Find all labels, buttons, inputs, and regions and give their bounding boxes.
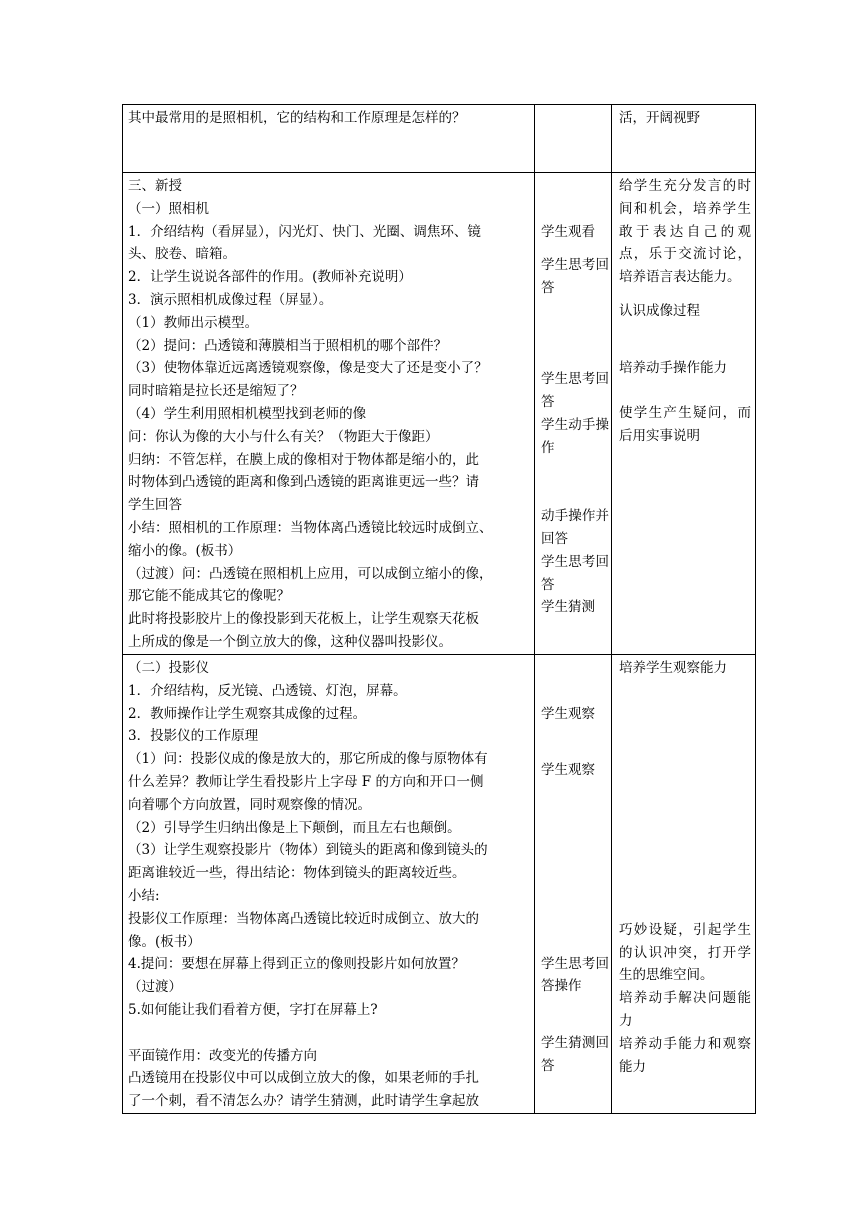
intent-text: 使学生产生疑问，而后用实事说明 bbox=[619, 405, 751, 444]
intent-text: 活，开阔视野 bbox=[619, 110, 700, 126]
paragraph-line: 同时暗箱是拉长还是缩短了？ bbox=[128, 383, 304, 400]
paragraph-line: （2）引导学生归纳出像是上下颠倒，而且左右也颠倒。 bbox=[128, 819, 461, 836]
paragraph-line: 缩小的像。(板书） bbox=[128, 542, 242, 559]
paragraph-line: （1）问：投影仪成的像是放大的，那它所成的像与原物体有 bbox=[128, 751, 488, 768]
paragraph-line: 此时将投影胶片上的像投影到天花板上，让学生观察天花板 bbox=[128, 611, 479, 628]
intent-text: 培养动手能力和观察能力 bbox=[619, 1035, 751, 1075]
intent-text: 培养动手解决问题能力 bbox=[619, 990, 751, 1029]
paragraph-line: （2）提问：凸透镜和薄膜相当于照相机的哪个部件？ bbox=[128, 337, 448, 354]
design-intent-cell bbox=[612, 655, 756, 1114]
subsection-heading: （二）投影仪 bbox=[128, 660, 209, 676]
intent-text: 巧妙设疑，引起学生的认识冲突，打开学生的思维空间。 bbox=[619, 921, 751, 984]
table-row bbox=[123, 173, 756, 655]
content-cell bbox=[123, 655, 535, 1114]
design-intent-cell bbox=[612, 105, 756, 173]
lesson-plan-table bbox=[122, 104, 756, 1114]
paragraph-line: 1．介绍结构，反光镜、凸透镜、灯泡，屏幕。 bbox=[128, 682, 407, 699]
subsection-heading: （一）照相机 bbox=[128, 200, 209, 217]
student-activity-cell bbox=[535, 105, 612, 173]
paragraph-line: （1）教师出示模型。 bbox=[128, 314, 259, 331]
content-cell bbox=[123, 105, 535, 173]
paragraph-line: （3）使物体靠近远离透镜观察像，像是变大了还是变小了？ bbox=[128, 360, 488, 377]
section-heading: 三、新授 bbox=[128, 178, 182, 194]
content-cell bbox=[123, 173, 535, 655]
intent-text: 给学生充分发言的时间和机会，培养学生敢于表达自己的观点，乐于交流讨论，培养语言表达能力。 bbox=[619, 178, 751, 286]
paragraph-line: 2．教师操作让学生观察其成像的过程。 bbox=[128, 705, 367, 722]
intent-text: 培养动手操作能力 bbox=[619, 359, 727, 376]
activity-note: 学生猜测 bbox=[541, 599, 595, 616]
paragraph-line: 时物体到凸透镜的距离和像到凸透镜的距离谁更远一些？请 bbox=[128, 474, 479, 491]
intent-text: 认识成像过程 bbox=[619, 302, 700, 319]
paragraph-line: 5.如何能让我们看着方便，字打在屏幕上? bbox=[128, 1001, 378, 1018]
paragraph-line: 问：你认为像的大小与什么有关？（物距大于像距） bbox=[128, 428, 439, 445]
paragraph-line: 2．让学生说说各部件的作用。(教师补充说明） bbox=[128, 269, 412, 286]
design-intent-cell bbox=[612, 173, 756, 655]
student-activity-cell bbox=[535, 655, 612, 1114]
paragraph-line: 学生回答 bbox=[128, 497, 182, 514]
paragraph-line: 像。(板书） bbox=[128, 933, 201, 950]
paragraph-line: 归纳：不管怎样，在膜上成的像相对于物体都是缩小的，此 bbox=[128, 451, 479, 468]
paragraph-line: 小结：照相机的工作原理：当物体离凸透镜比较远时成倒立、 bbox=[128, 519, 493, 536]
paragraph-line: 距离谁较近一些，得出结论：物体到镜头的距离较近些。 bbox=[128, 865, 466, 882]
student-activity-cell bbox=[535, 173, 612, 655]
table-row bbox=[123, 105, 756, 173]
paragraph-line: 上所成的像是一个倒立放大的像，这种仪器叫投影仪。 bbox=[128, 633, 452, 650]
paragraph-line: 向着哪个方向放置，同时观察像的情况。 bbox=[128, 796, 371, 813]
table-row bbox=[123, 655, 756, 1114]
paragraph-line: （过渡）问：凸透镜在照相机上应用，可以成倒立缩小的像， bbox=[128, 565, 493, 582]
activity-note: 动手操作并回答 bbox=[541, 508, 609, 547]
paragraph-line: 了一个刺，看不清怎么办？请学生猜测，此时请学生拿起放 bbox=[128, 1093, 479, 1110]
paragraph-line: 凸透镜用在投影仪中可以成倒立放大的像，如果老师的手扎 bbox=[128, 1070, 479, 1087]
activity-note: 学生观察 bbox=[541, 762, 595, 779]
paragraph-line: （过渡） bbox=[128, 979, 182, 996]
activity-note: 学生动手操作 bbox=[541, 416, 609, 456]
activity-note: 学生猜测回答 bbox=[541, 1034, 609, 1074]
paragraph-line: 3．演示照相机成像过程（屏显）。 bbox=[128, 291, 333, 308]
paragraph-line: 4.提问：要想在屏幕上得到正立的像则投影片如何放置？ bbox=[128, 956, 465, 973]
paragraph-line: 平面镜作用：改变光的传播方向 bbox=[128, 1047, 317, 1064]
paragraph-line: 1．介绍结构（看屏显），闪光灯、快门、光圈、调焦环、镜 bbox=[128, 223, 481, 240]
paragraph-line: 头、胶卷、暗箱。 bbox=[128, 246, 236, 263]
paragraph-line: 投影仪工作原理：当物体离凸透镜比较近时成倒立、放大的 bbox=[128, 910, 479, 927]
paragraph-line: 3．投影仪的工作原理 bbox=[128, 728, 259, 745]
paragraph-line: 其中最常用的是照相机，它的结构和工作原理是怎样的？ bbox=[128, 110, 466, 126]
activity-note: 学生观察 bbox=[541, 705, 595, 722]
paragraph-line: 那它能不能成其它的像呢？ bbox=[128, 588, 290, 605]
activity-note: 学生思考回答操作 bbox=[541, 955, 609, 995]
paragraph-line: （3）让学生观察投影片（物体）到镜头的距离和像到镜头的 bbox=[128, 842, 488, 859]
paragraph-line: （4）学生利用照相机模型找到老师的像 bbox=[128, 405, 367, 422]
activity-note: 学生思考回答 bbox=[541, 553, 609, 593]
activity-note: 学生观看 bbox=[541, 223, 595, 240]
paragraph-line: 小结: bbox=[128, 887, 160, 904]
activity-note: 学生思考回答 bbox=[541, 257, 609, 297]
intent-text: 培养学生观察能力 bbox=[619, 660, 727, 676]
activity-note: 学生思考回答 bbox=[541, 371, 609, 411]
paragraph-line: 什么差异？教师让学生看投影片上字母 F 的方向和开口一侧 bbox=[128, 773, 484, 790]
